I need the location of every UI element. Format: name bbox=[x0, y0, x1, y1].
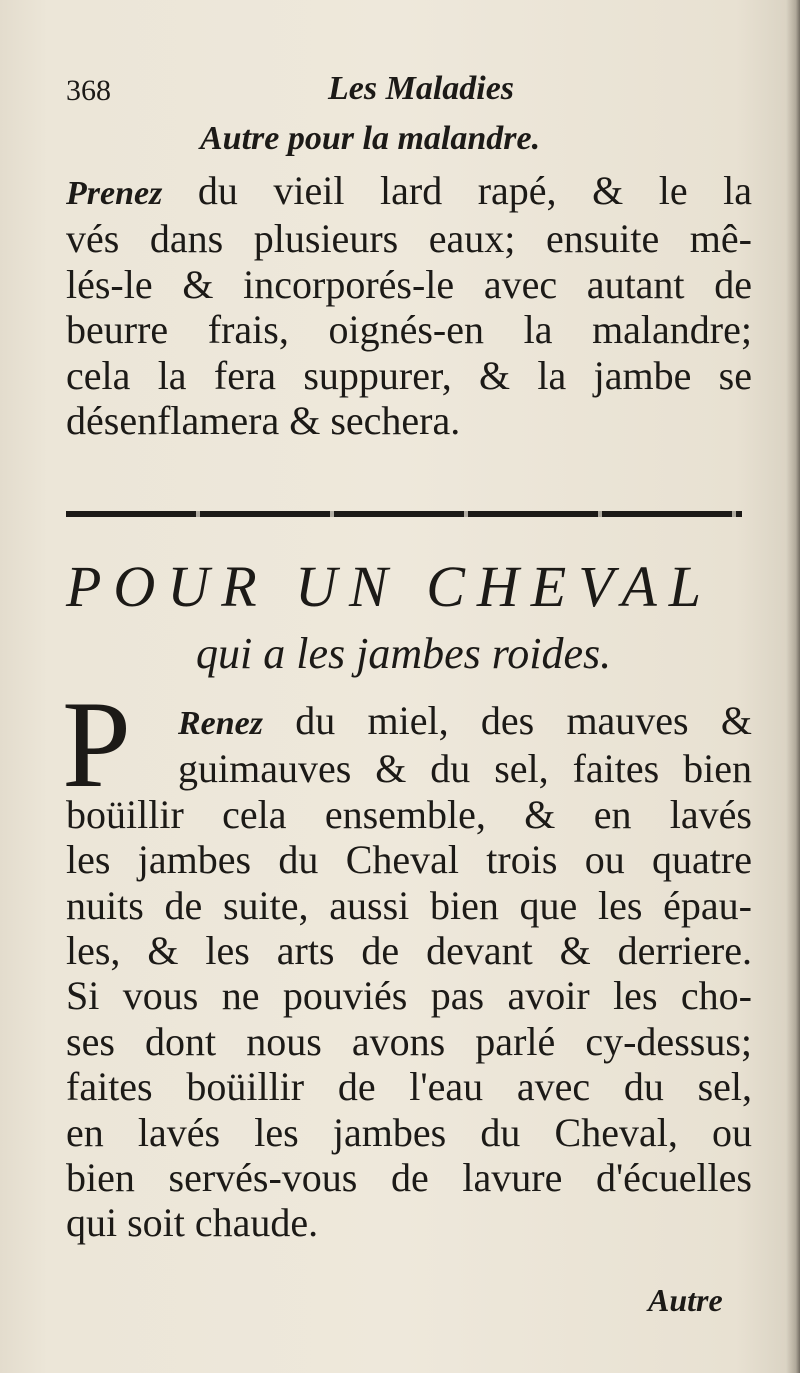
section-paragraph bbox=[66, 698, 752, 1246]
section-title: POUR UN CHEVAL bbox=[66, 554, 714, 619]
text-line: qui soit chaude. bbox=[66, 1200, 319, 1246]
text-line: Si vous ne pouviés pas avoir les cho- bbox=[66, 973, 752, 1019]
drop-cap: P bbox=[62, 676, 131, 813]
text-line bbox=[66, 698, 752, 746]
line-text: du vieil lard rapé, & le la bbox=[162, 168, 752, 213]
lead-word: Renez bbox=[178, 705, 263, 742]
line-text: du miel, des mauves & bbox=[263, 698, 752, 743]
text-line: nuits de suite, aussi bien que les épau- bbox=[66, 882, 752, 928]
page-gutter-shadow bbox=[786, 0, 800, 1373]
lead-word: Prenez bbox=[66, 175, 163, 212]
text-line bbox=[66, 168, 752, 216]
page-header bbox=[66, 70, 746, 120]
recipe-title: Autre pour la malandre. bbox=[200, 120, 541, 157]
text-line: les, & les arts de devant & derriere. bbox=[66, 928, 752, 974]
text-line: en lavés les jambes du Cheval, ou bbox=[66, 1109, 752, 1155]
text-line: les jambes du Cheval trois ou quatre bbox=[66, 837, 752, 883]
running-head: Les Maladies bbox=[328, 70, 515, 107]
recipe-paragraph bbox=[66, 168, 752, 443]
section-subtitle: qui a les jambes roides. bbox=[196, 629, 612, 678]
text-line: bien servés-vous de lavure d'écuelles bbox=[66, 1155, 752, 1201]
page-number: 368 bbox=[66, 74, 111, 107]
text-line: désenflamera & sechera. bbox=[66, 398, 461, 444]
text-line: faites boüillir de l'eau avec du sel, bbox=[66, 1064, 752, 1110]
catchword: Autre bbox=[648, 1282, 723, 1318]
text-line: vés dans plusieurs eaux; ensuite mê- bbox=[66, 216, 752, 262]
text-line: ses dont nous avons parlé cy-dessus; bbox=[66, 1018, 752, 1064]
text-line: guimauves & du sel, faites bien bbox=[178, 746, 752, 792]
text-line: boüillir cela ensemble, & en lavés bbox=[66, 791, 752, 837]
text-line: beurre frais, oignés-en la malandre; bbox=[66, 307, 752, 353]
text-line: lés-le & incorporés-le avec autant de bbox=[66, 261, 752, 307]
ornamental-rule bbox=[66, 511, 742, 517]
text-line: cela la fera suppurer, & la jambe se bbox=[66, 352, 752, 398]
